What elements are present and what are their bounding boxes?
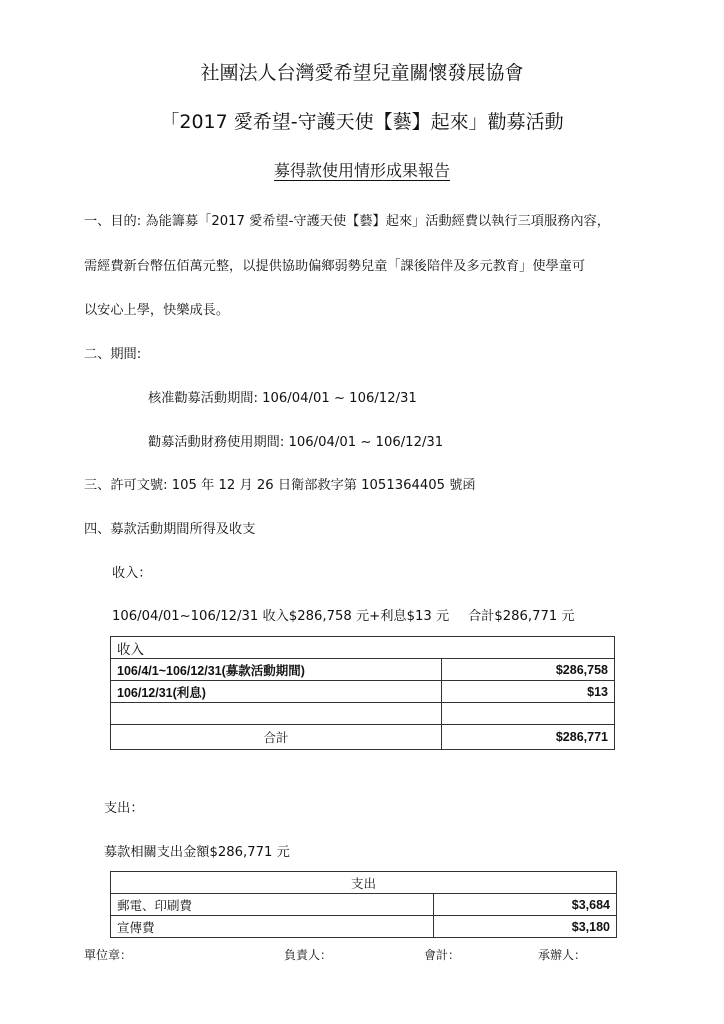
income-row-label: 106/4/1~106/12/31(募款活動期間): [111, 659, 442, 681]
expense-row-amount: $3,684: [434, 894, 617, 916]
income-table: [110, 636, 615, 750]
table-row: [111, 659, 615, 681]
income-table-header-row: [111, 637, 615, 659]
report-title-text: 募得款使用情形成果報告: [273, 161, 450, 180]
income-total-label: 合計: [111, 725, 442, 750]
table-row: [111, 681, 615, 703]
report-title: [0, 158, 724, 181]
footer-responsible: 負責人：: [284, 948, 333, 962]
income-label: 收入：: [112, 566, 152, 581]
expense-row-amount: $3,180: [434, 916, 617, 938]
income-row-label: [111, 703, 442, 725]
purpose-line-2: 需經費新台幣伍佰萬元整，以提供協助偏鄉弱勢兒童「課後陪伴及多元教育」使學童可: [84, 259, 586, 274]
income-summary-main: 106/04/01~106/12/31 收入$286,758 元+利息$13 元: [112, 609, 450, 624]
income-expense-heading: 四、募款活動期間所得及收支: [84, 522, 256, 537]
expense-row-label: 郵電、印刷費: [111, 894, 434, 916]
period-heading: 二、期間:: [84, 347, 142, 362]
income-total-amount: $286,771: [442, 725, 615, 750]
expense-summary: 募款相關支出金額$286,771 元: [104, 845, 290, 860]
income-row-amount: $13: [442, 681, 615, 703]
footer-handler: 承辦人：: [538, 948, 587, 962]
income-summary-total: 合計$286,771 元: [468, 609, 575, 624]
expense-table: [110, 871, 617, 938]
table-row: [111, 703, 615, 725]
income-table-header: 收入: [111, 637, 615, 659]
organization-name: 社團法人台灣愛希望兒童關懷發展協會: [200, 62, 524, 84]
table-row: [111, 916, 617, 938]
purpose-line-1: 一、目的: 為能籌募「2017 愛希望-守護天使【藝】起來」活動經費以執行三項服務內容，: [84, 214, 610, 229]
expense-table-header: 支出: [111, 872, 617, 894]
income-row-label: 106/12/31(利息): [111, 681, 442, 703]
income-total-row: [111, 725, 615, 750]
period-finance: 勸募活動財務使用期間: 106/04/01 ~ 106/12/31: [148, 435, 444, 450]
income-row-amount: $286,758: [442, 659, 615, 681]
expense-table-header-row: [111, 872, 617, 894]
income-row-amount: [442, 703, 615, 725]
footer-seal: 單位章：: [84, 948, 133, 962]
permit-number: 三、許可文號: 105 年 12 月 26 日衛部救字第 1051364405 號函: [84, 478, 476, 493]
expense-label: 支出：: [104, 801, 144, 816]
footer-accountant: 會計：: [424, 948, 461, 962]
expense-row-label: 宣傳費: [111, 916, 434, 938]
purpose-line-3: 以安心上學，快樂成長。: [84, 303, 230, 318]
campaign-title: 「2017 愛希望-守護天使【藝】起來」勸募活動: [160, 111, 564, 133]
table-row: [111, 894, 617, 916]
period-approved: 核准勸募活動期間: 106/04/01 ~ 106/12/31: [148, 391, 417, 406]
